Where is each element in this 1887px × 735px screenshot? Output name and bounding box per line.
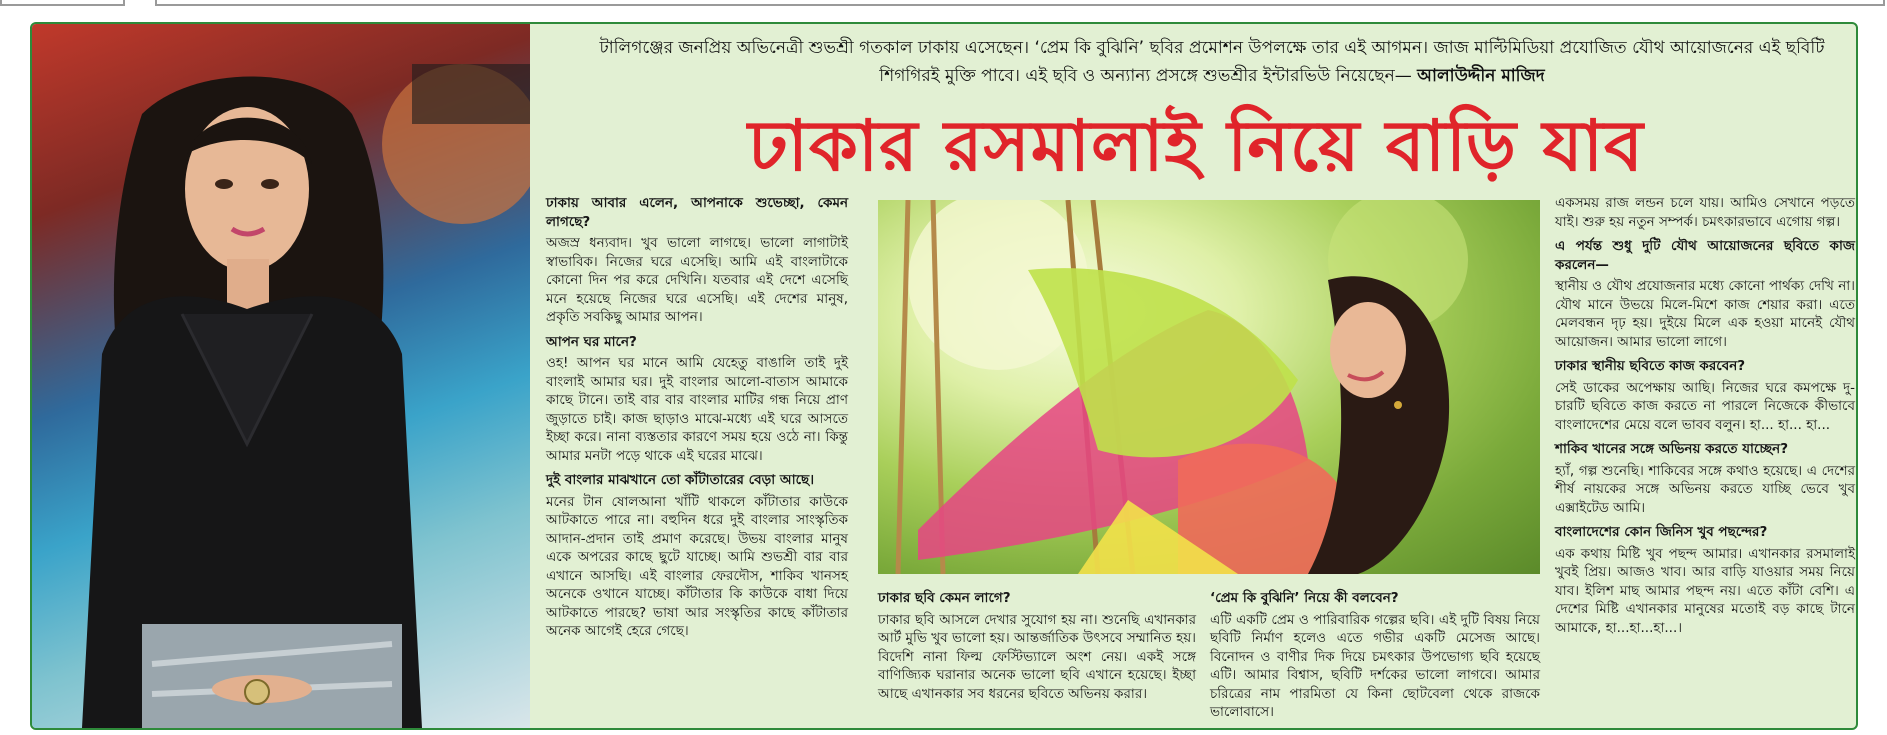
- headline: ঢাকার রসমালাই নিয়ে বাড়ি যাব: [748, 104, 1644, 187]
- intro-text: টালিগঞ্জের জনপ্রিয় অভিনেত্রী শুভশ্রী গতকাল ঢাকায় এসেছেন। ‘প্রেম কি বুঝিনি’ ছবির প্রমোশন উপলক্ষে তার এই আগমন। জাজ মাল্টিমিডিয়া প্রযোজিত যৌথ আয়োজনের এই ছবিটি শিগগিরই মুক্তি পাবে। এই ছবি ও অন্যান্য প্রসঙ্গে শুভশ্রীর ইন্টারভিউ নিয়েছেন—: [599, 38, 1825, 86]
- swing-illustration: [878, 200, 1540, 574]
- answer: ওহ! আপন ঘর মানে আমি যেহেতু বাঙালি তাই দুই বাংলাই আমার ঘর। দুই বাংলার আলো-বাতাস আমাকে কাছে টানে। তাই বার বার বাংলার মাটির গন্ধ নিয়ে প্রাণ জুড়াতে চাই। কাজ ছাড়াও মাঝে-মধ্যে এই ঘরে আসতে ইচ্ছা করে। নানা ব্যস্ততার কারণে সময় হয়ে ওঠে না। কিন্তু আমার মনটা পড়ে থাকে এই ঘরের মাঝে।: [546, 355, 848, 464]
- answer: মনের টান ষোলআনা খাঁটি থাকলে কাঁটাতার কাউকে আটকাতে পারে না। বহুদিন ধরে দুই বাংলার সাংস্কৃতিক আদান-প্রদান তাই প্রমাণ করেছে। উভয় বাংলার মানুষ একে অপরের কাছে ছুটে যাচ্ছে। আমি শুভশ্রী বার বার এখানে আসছি। এই বাংলার ফেরদৌস, শাকিব খানসহ অনেকে ওখানে যাচ্ছে। কাঁটাতার কি কাউকে বাধা দিয়ে আটকাতে পারছে? ভাষা আর সংস্কৃতির কাছে কাঁটাতার অনেক আগেই হেরে গেছে।: [546, 493, 848, 639]
- answer: এক কথায় মিষ্টি খুব পছন্দ আমার। এখানকার রসমালাই খুবই প্রিয়। আজও খাব। আর বাড়ি যাওয়ার সময় নিয়ে যাব। ইলিশ মাছ আমার পছন্দ নয়। এতে কাঁটা বেশি। এ দেশের মিষ্টি এখানকার মানুষের মতোই বড় কাছে টানে আমাকে, হা...হা...হা...।: [1555, 545, 1855, 636]
- column-4: [1555, 194, 1855, 643]
- top-rule-right: [155, 0, 1885, 6]
- question: শাকিব খানের সঙ্গে অভিনয় করতে যাচ্ছেন?: [1555, 441, 1789, 457]
- column-2: [878, 589, 1196, 709]
- question: ঢাকার স্থানীয় ছবিতে কাজ করবেন?: [1555, 358, 1746, 374]
- answer: অজস্র ধন্যবাদ। খুব ভালো লাগছে। ভালো লাগাটাই স্বাভাবিক। নিজের ঘরে এসেছি। আমি এই বাংলাটাকে কোনো দিন পর করে দেখিনি। যতবার এই দেশে এসেছি মনে হয়েছে নিজের ঘরে এসেছি। এই দেশের মানুষ, প্রকৃতি সবকিছু আমার আপন।: [546, 235, 848, 325]
- column-1: [546, 194, 848, 647]
- answer: স্থানীয় ও যৌথ প্রযোজনার মধ্যে কোনো পার্থক্য দেখি না। যৌথ মানে উভয়ে মিলে-মিশে কাজ শেয়ার করা। এতে মেলবন্ধন দৃঢ় হয়। দুইয়ে মিলে এক হওয়া মানেই যৌথ আয়োজন। আমার ভালো লাগে।: [1555, 278, 1855, 350]
- top-rule-left: [0, 0, 125, 6]
- portrait-illustration: [32, 24, 530, 728]
- question: এ পর্যন্ত শুধু দুটি যৌথ আয়োজনের ছবিতে কাজ করলেন—: [1555, 238, 1855, 273]
- actress-portrait-photo: [32, 24, 530, 728]
- question: ‘প্রেম কি বুঝিনি’ নিয়ে কী বলবেন?: [1210, 590, 1399, 606]
- column-3: [1210, 589, 1540, 728]
- answer: এটি একটি প্রেম ও পারিবারিক গল্পের ছবি। এই দুটি বিষয় নিয়ে ছবিটি নির্মাণ হলেও এতে গভীর একটি মেসেজ আছে। বিনোদন ও বাণীর দিক দিয়ে চমৎকার উপভোগ্য ছবি হয়েছে এটি। আমার বিশ্বাস, ছবিটি দর্শকের ভালো লাগবে। আমার চরিত্রের নাম পারমিতা যে কিনা ছোটবেলা থেকে রাজকে ভালোবাসে।: [1210, 611, 1540, 720]
- question: দুই বাংলার মাঝখানে তো কাঁটাতারের বেড়া আছে।: [546, 472, 815, 488]
- question: আপন ঘর মানে?: [546, 333, 637, 350]
- answer: ঢাকার ছবি আসলে দেখার সুযোগ হয় না। শুনেছি এখানকার আর্ট মুভি খুব ভালো হয়। আন্তর্জাতিক উৎসবে সম্মানিত হয়। বিদেশি নানা ফিল্ম ফেস্টিভ্যালে অংশ নেয়। একই সঙ্গে বাণিজ্যিক ঘরানার অনেক ভালো ছবি এখানে হয়েছে। ইচ্ছা আছে এখানকার সব ধরনের ছবিতে অভিনয় করার।: [878, 611, 1196, 702]
- answer: হ্যাঁ, গল্প শুনেছি। শাকিবের সঙ্গে কথাও হয়েছে। এ দেশের শীর্ষ নায়কের সঙ্গে অভিনয় করতে যাচ্ছি ভেবে খুব এক্সাইটেড আমি।: [1555, 462, 1855, 516]
- continued-answer: একসময় রাজ লন্ডন চলে যায়। আমিও সেখানে পড়তে যাই। শুরু হয় নতুন সম্পর্ক। চমৎকারভাবে এগোয় গল্প।: [1555, 195, 1855, 230]
- question: ঢাকায় আবার এলেন, আপনাকে শুভেচ্ছা, কেমন লাগছে?: [546, 195, 848, 230]
- byline: আলাউদ্দীন মাজিদ: [1417, 66, 1545, 86]
- question: ঢাকার ছবি কেমন লাগে?: [878, 590, 1011, 606]
- intro-paragraph: [572, 34, 1852, 90]
- article-panel: [30, 22, 1858, 730]
- question: বাংলাদেশের কোন জিনিস খুব পছন্দের?: [1555, 524, 1768, 540]
- swing-photo: [878, 200, 1540, 574]
- answer: সেই ডাকের অপেক্ষায় আছি। নিজের ঘরে কমপক্ষে দু-চারটি ছবিতে কাজ করতে না পারলে নিজেকে কীভাবে বাংলাদেশের মেয়ে বলে ভাবব বলুন। হা... হা... হা...: [1555, 379, 1855, 433]
